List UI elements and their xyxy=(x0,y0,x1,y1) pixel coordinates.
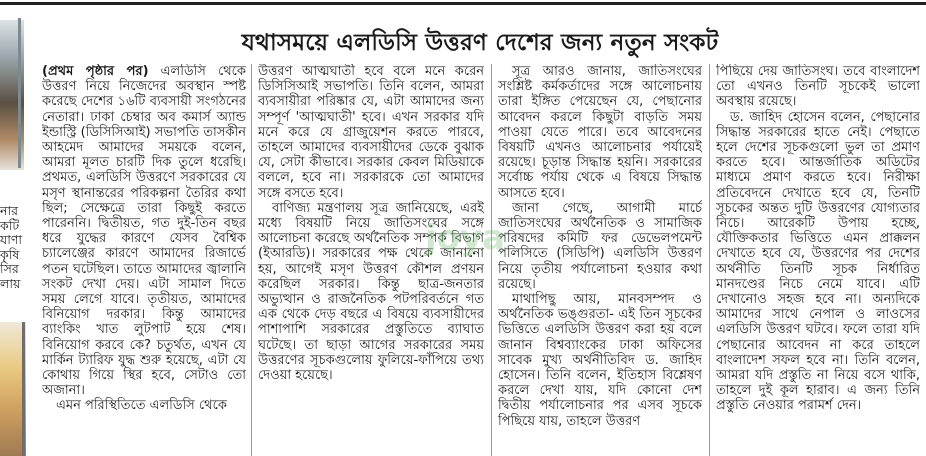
article-paragraph: এমন পরিস্থিতিতে এলডিসি থেকে xyxy=(56,398,227,414)
photo-frame-line xyxy=(18,18,21,168)
article-column-2 xyxy=(258,64,484,456)
article-column-3 xyxy=(498,64,702,456)
article-paragraph: ড. জাহিদ হোসেন বলেন, পেছানোর সিদ্ধান্ত সরকারের হাতে নেই। পেছাতে হলে দেশের সূচকগুলো ভুল তা প্রমাণ করতে হবে। আন্তর্জাতিক অডিটের মাধ্যমে প্রমাণ করতে হবে। নিরীক্ষা প্রতিবেদনে দেখাতে হবে যে, তিনটি সূচকের অন্তত দুটি উত্তরণের যোগ্যতার নিচে। আরেকটি উপায় হচ্ছে, যৌক্তিকতার ভিত্তিতে এমন প্রাক্কলন দেখাতে হবে যে, উত্তরণের পর দেশের অর্থনীতি তিনটি সূচক নির্ধারিত মানদণ্ডের নিচে নেমে যাবে। এটি দেখানোও সহজ হবে না। অন্যদিকে আমাদের সাথে নেপাল ও লাওসের এলডিসি উত্তরণ ঘটবে। ফলে তারা যদি পেছানোর আবেদন না করে তাহলে বাংলাদেশ সফল হবে না। তিনি বলেন, আমরা যদি প্রস্তুতি না নিয়ে বসে থাকি, তাহলে দুই কূল হারাব। এ জন্য তিনি প্রস্তুতি নেওয়ার পরামর্শ দেন। xyxy=(716,109,920,414)
article-paragraph: (প্রথম পৃষ্ঠার পর) এলডিসি থেকে উত্তরণ নিয়ে নিজেদের অবস্থান স্পষ্ট করেছে দেশের ১৬টি ব্যবসায়ী সংগঠনের নেতারা। ঢাকা চেম্বার অব কমার্স অ্যান্ড ইন্ডাস্ট্রি (ডিসিসিআই) সভাপতি তাসকীন আহমেদ আমাদের সময়কে বলেন, আমরা মূলত চারটি দিক তুলে ধরেছি। প্রথমত, এলডিসি উত্তরণে সরকারের যে মসৃণ স্থানান্তরের পরিকল্পনা তৈরির কথা ছিল; সেক্ষেত্রে তারা কিছুই করতে পারেননি। দ্বিতীয়ত, গত দুই-তিন বছর ধরে যুদ্ধের কারণে যেসব বৈশ্বিক চ্যালেঞ্জের কারণে আমাদের রিজার্ভে পতন ঘটেছিল। তাতে আমাদের জ্বালানি সংকট দেখা দেয়। এটা সামাল দিতে সময় লেগে যাবে। তৃতীয়ত, আমাদের বিনিয়োগ দরকার। কিন্তু আমাদের ব্যাংকিং খাত লুটপাট হয়ে শেষ। বিনিয়োগ করবে কে? চতুর্থত, এখন যে মার্কিন ট্যারিফ যুদ্ধ শুরু হয়েছে, এটা যে কোথায় গিয়ে স্থির হবে, সেটাও তো অজানা। xyxy=(42,64,246,399)
column-divider xyxy=(251,64,252,456)
article-paragraph: জানা গেছে, আগামী মার্চে জাতিসংঘের অর্থনৈতিক ও সামাজিক পরিষদের কমিটি ফর ডেভেলপমেন্ট পলিসিতে (সিডিপি) এলডিসি উত্তরণ নিয়ে তৃতীয় পর্যালোচনা হওয়ার কথা রয়েছে। xyxy=(498,200,702,292)
article-paragraph: উত্তরণ আত্মঘাতী হবে বলে মনে করেন ডিসিসিআই সভাপতি। তিনি বলেন, আমরা ব্যবসায়ীরা পরিষ্কার যে, এটা আমাদের জন্য সম্পূর্ণ 'আত্মঘাতী' হবে। এখন সরকার যদি মনে করে যে গ্রাজুয়েশন করতে পারবে, তাহলে আমাদের ব্যবসায়ীদের ডেকে বুঝাক যে, সেটা কীভাবে। সরকার কেবল মিডিয়াকে বললে, হবে না। সরকারকে তো আমাদের সঙ্গে বসতে হবে। xyxy=(258,64,484,201)
article-paragraph: মাথাপিছু আয়, মানবসম্পদ ও অর্থনৈতিক ভঙ্গুরতা- এই তিন সূচকের ভিত্তিতে এলডিসি উত্তরণ করা হয় বলে জানান বিশ্বব্যাংকের ঢাকা অফিসের সাবেক মুখ্য অর্থনীতিবিদ ড. জাহিদ হোসেন। তিনি বলেন, ইতিহাস বিশ্লেষণ করলে দেখা যায়, যদি কোনো দেশ দ্বিতীয় পর্যালোচনার পর এসব সূচকে পিছিয়ে যায়, তাহলে উত্তরণ xyxy=(498,292,702,429)
article-column-1 xyxy=(42,64,246,456)
column-divider xyxy=(491,64,492,456)
article-column-4 xyxy=(716,64,920,456)
continuation-marker: (প্রথম পৃষ্ঠার পর) xyxy=(42,64,149,79)
adjacent-article-text: নার কটি যাণা কৃষি সির লায় xyxy=(0,203,23,291)
headline: যথাসময়ে এলডিসি উত্তরণ দেশের জন্য নতুন সংকট xyxy=(241,29,719,56)
article-paragraph: সূত্র আরও জানায়, জাতিসংঘের সংশ্লিষ্ট কর্মকর্তাদের সঙ্গে আলোচনায় তারা ইঙ্গিত পেয়েছেন যে, পেছানোর আবেদন করলে কিছুটা বাড়তি সময় পাওয়া যেতে পারে। তবে আবেদনের বিষয়টি এখনও আলোচনার পর্যায়েই রয়েছে। চূড়ান্ত সিদ্ধান্ত হয়নি। সরকারের সর্বোচ্চ পর্যায় থেকে এ বিষয়ে সিদ্ধান্ত আসতে হবে। xyxy=(498,64,702,201)
article-paragraph: বাণিজ্য মন্ত্রণালয় সূত্র জানিয়েছে, এরই মধ্যে বিষয়টি নিয়ে জাতিসংঘের সঙ্গে আলোচনা করেছে অর্থনৈতিক সম্পর্ক বিভাগ (ইআরডি)। সরকারের পক্ষ থেকে জানানো হয়, আগেই মসৃণ উত্তরণ কৌশল প্রণয়ন করেছিল সরকার। কিন্তু ছাত্র-জনতার অভ্যুত্থান ও রাজনৈতিক পটপরিবর্তনে গত এক থেকে দেড় বছরে এ বিষয়ে ব্যবসায়ীদের পাশাপাশি সরকারের প্রস্তুতিতে ব্যাঘাত ঘটেছে। তা ছাড়া আগের সরকারের সময় উত্তরণের সূচকগুলোয় ফুলিয়ে-ফাঁপিয়ে তথ্য দেওয়া হয়েছে। xyxy=(258,200,484,384)
top-rule xyxy=(0,2,926,5)
column-divider xyxy=(709,64,710,456)
watermark: joya xyxy=(424,218,506,258)
article-paragraph: পিছিয়ে দেয় জাতিসংঘ। তবে বাংলাদেশ তো এখনও তিনটি সূচকেই ভালো অবস্থায় রয়েছে। xyxy=(716,64,920,110)
photo-frame-line xyxy=(22,322,25,456)
